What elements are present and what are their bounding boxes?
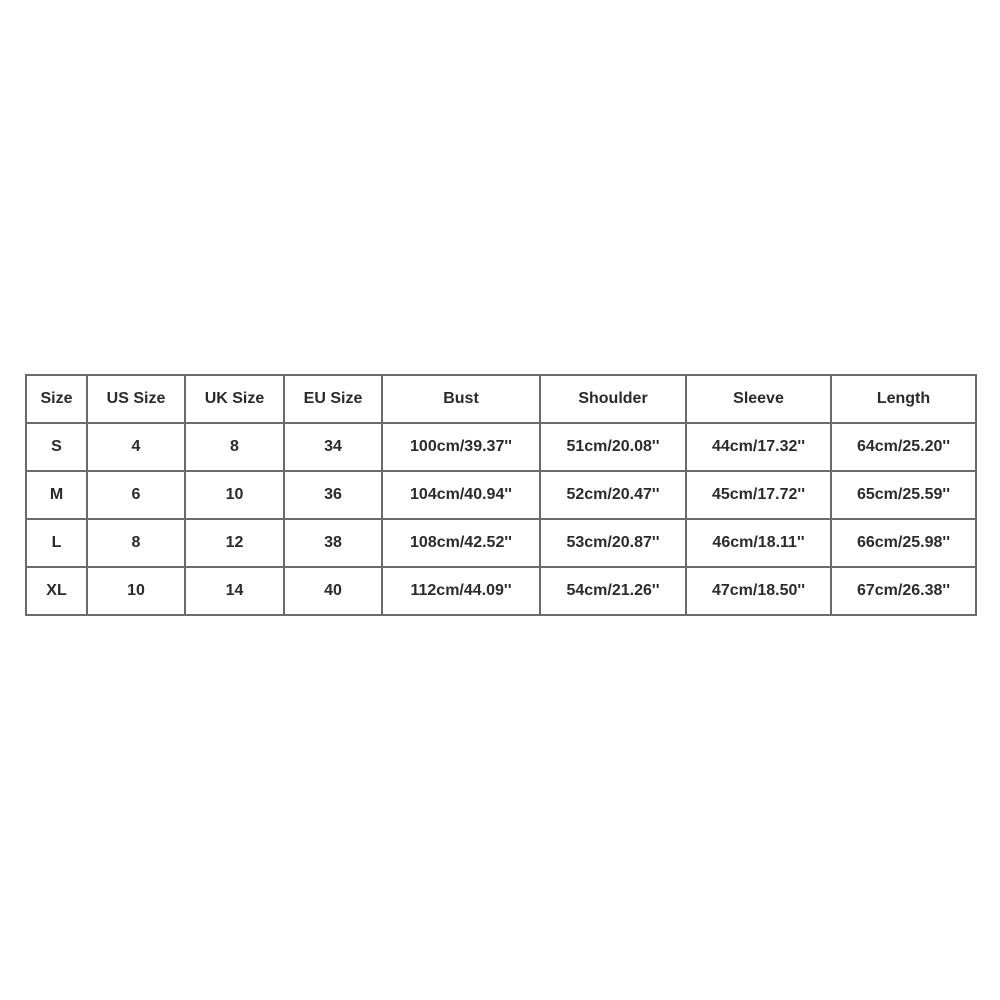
cell-bust: 104cm/40.94'' bbox=[382, 471, 540, 519]
cell-us-size: 4 bbox=[87, 423, 185, 471]
header-uk-size: UK Size bbox=[185, 375, 284, 423]
cell-uk-size: 12 bbox=[185, 519, 284, 567]
cell-length: 65cm/25.59'' bbox=[831, 471, 976, 519]
cell-size: S bbox=[26, 423, 87, 471]
header-row bbox=[26, 375, 976, 423]
table-row bbox=[26, 567, 976, 615]
cell-eu-size: 40 bbox=[284, 567, 382, 615]
cell-length: 66cm/25.98'' bbox=[831, 519, 976, 567]
table-row bbox=[26, 519, 976, 567]
header-eu-size: EU Size bbox=[284, 375, 382, 423]
cell-shoulder: 54cm/21.26'' bbox=[540, 567, 686, 615]
cell-size: M bbox=[26, 471, 87, 519]
header-shoulder: Shoulder bbox=[540, 375, 686, 423]
table-row bbox=[26, 423, 976, 471]
cell-sleeve: 46cm/18.11'' bbox=[686, 519, 831, 567]
cell-eu-size: 38 bbox=[284, 519, 382, 567]
cell-us-size: 8 bbox=[87, 519, 185, 567]
cell-length: 67cm/26.38'' bbox=[831, 567, 976, 615]
cell-sleeve: 47cm/18.50'' bbox=[686, 567, 831, 615]
size-chart-table bbox=[25, 374, 977, 616]
cell-size: XL bbox=[26, 567, 87, 615]
cell-sleeve: 45cm/17.72'' bbox=[686, 471, 831, 519]
cell-length: 64cm/25.20'' bbox=[831, 423, 976, 471]
cell-uk-size: 10 bbox=[185, 471, 284, 519]
cell-uk-size: 8 bbox=[185, 423, 284, 471]
cell-us-size: 10 bbox=[87, 567, 185, 615]
header-length: Length bbox=[831, 375, 976, 423]
cell-eu-size: 34 bbox=[284, 423, 382, 471]
cell-shoulder: 53cm/20.87'' bbox=[540, 519, 686, 567]
header-us-size: US Size bbox=[87, 375, 185, 423]
table-row bbox=[26, 471, 976, 519]
cell-bust: 112cm/44.09'' bbox=[382, 567, 540, 615]
cell-shoulder: 52cm/20.47'' bbox=[540, 471, 686, 519]
header-bust: Bust bbox=[382, 375, 540, 423]
cell-eu-size: 36 bbox=[284, 471, 382, 519]
cell-size: L bbox=[26, 519, 87, 567]
cell-us-size: 6 bbox=[87, 471, 185, 519]
header-sleeve: Sleeve bbox=[686, 375, 831, 423]
header-size: Size bbox=[26, 375, 87, 423]
cell-uk-size: 14 bbox=[185, 567, 284, 615]
cell-sleeve: 44cm/17.32'' bbox=[686, 423, 831, 471]
cell-shoulder: 51cm/20.08'' bbox=[540, 423, 686, 471]
cell-bust: 108cm/42.52'' bbox=[382, 519, 540, 567]
cell-bust: 100cm/39.37'' bbox=[382, 423, 540, 471]
